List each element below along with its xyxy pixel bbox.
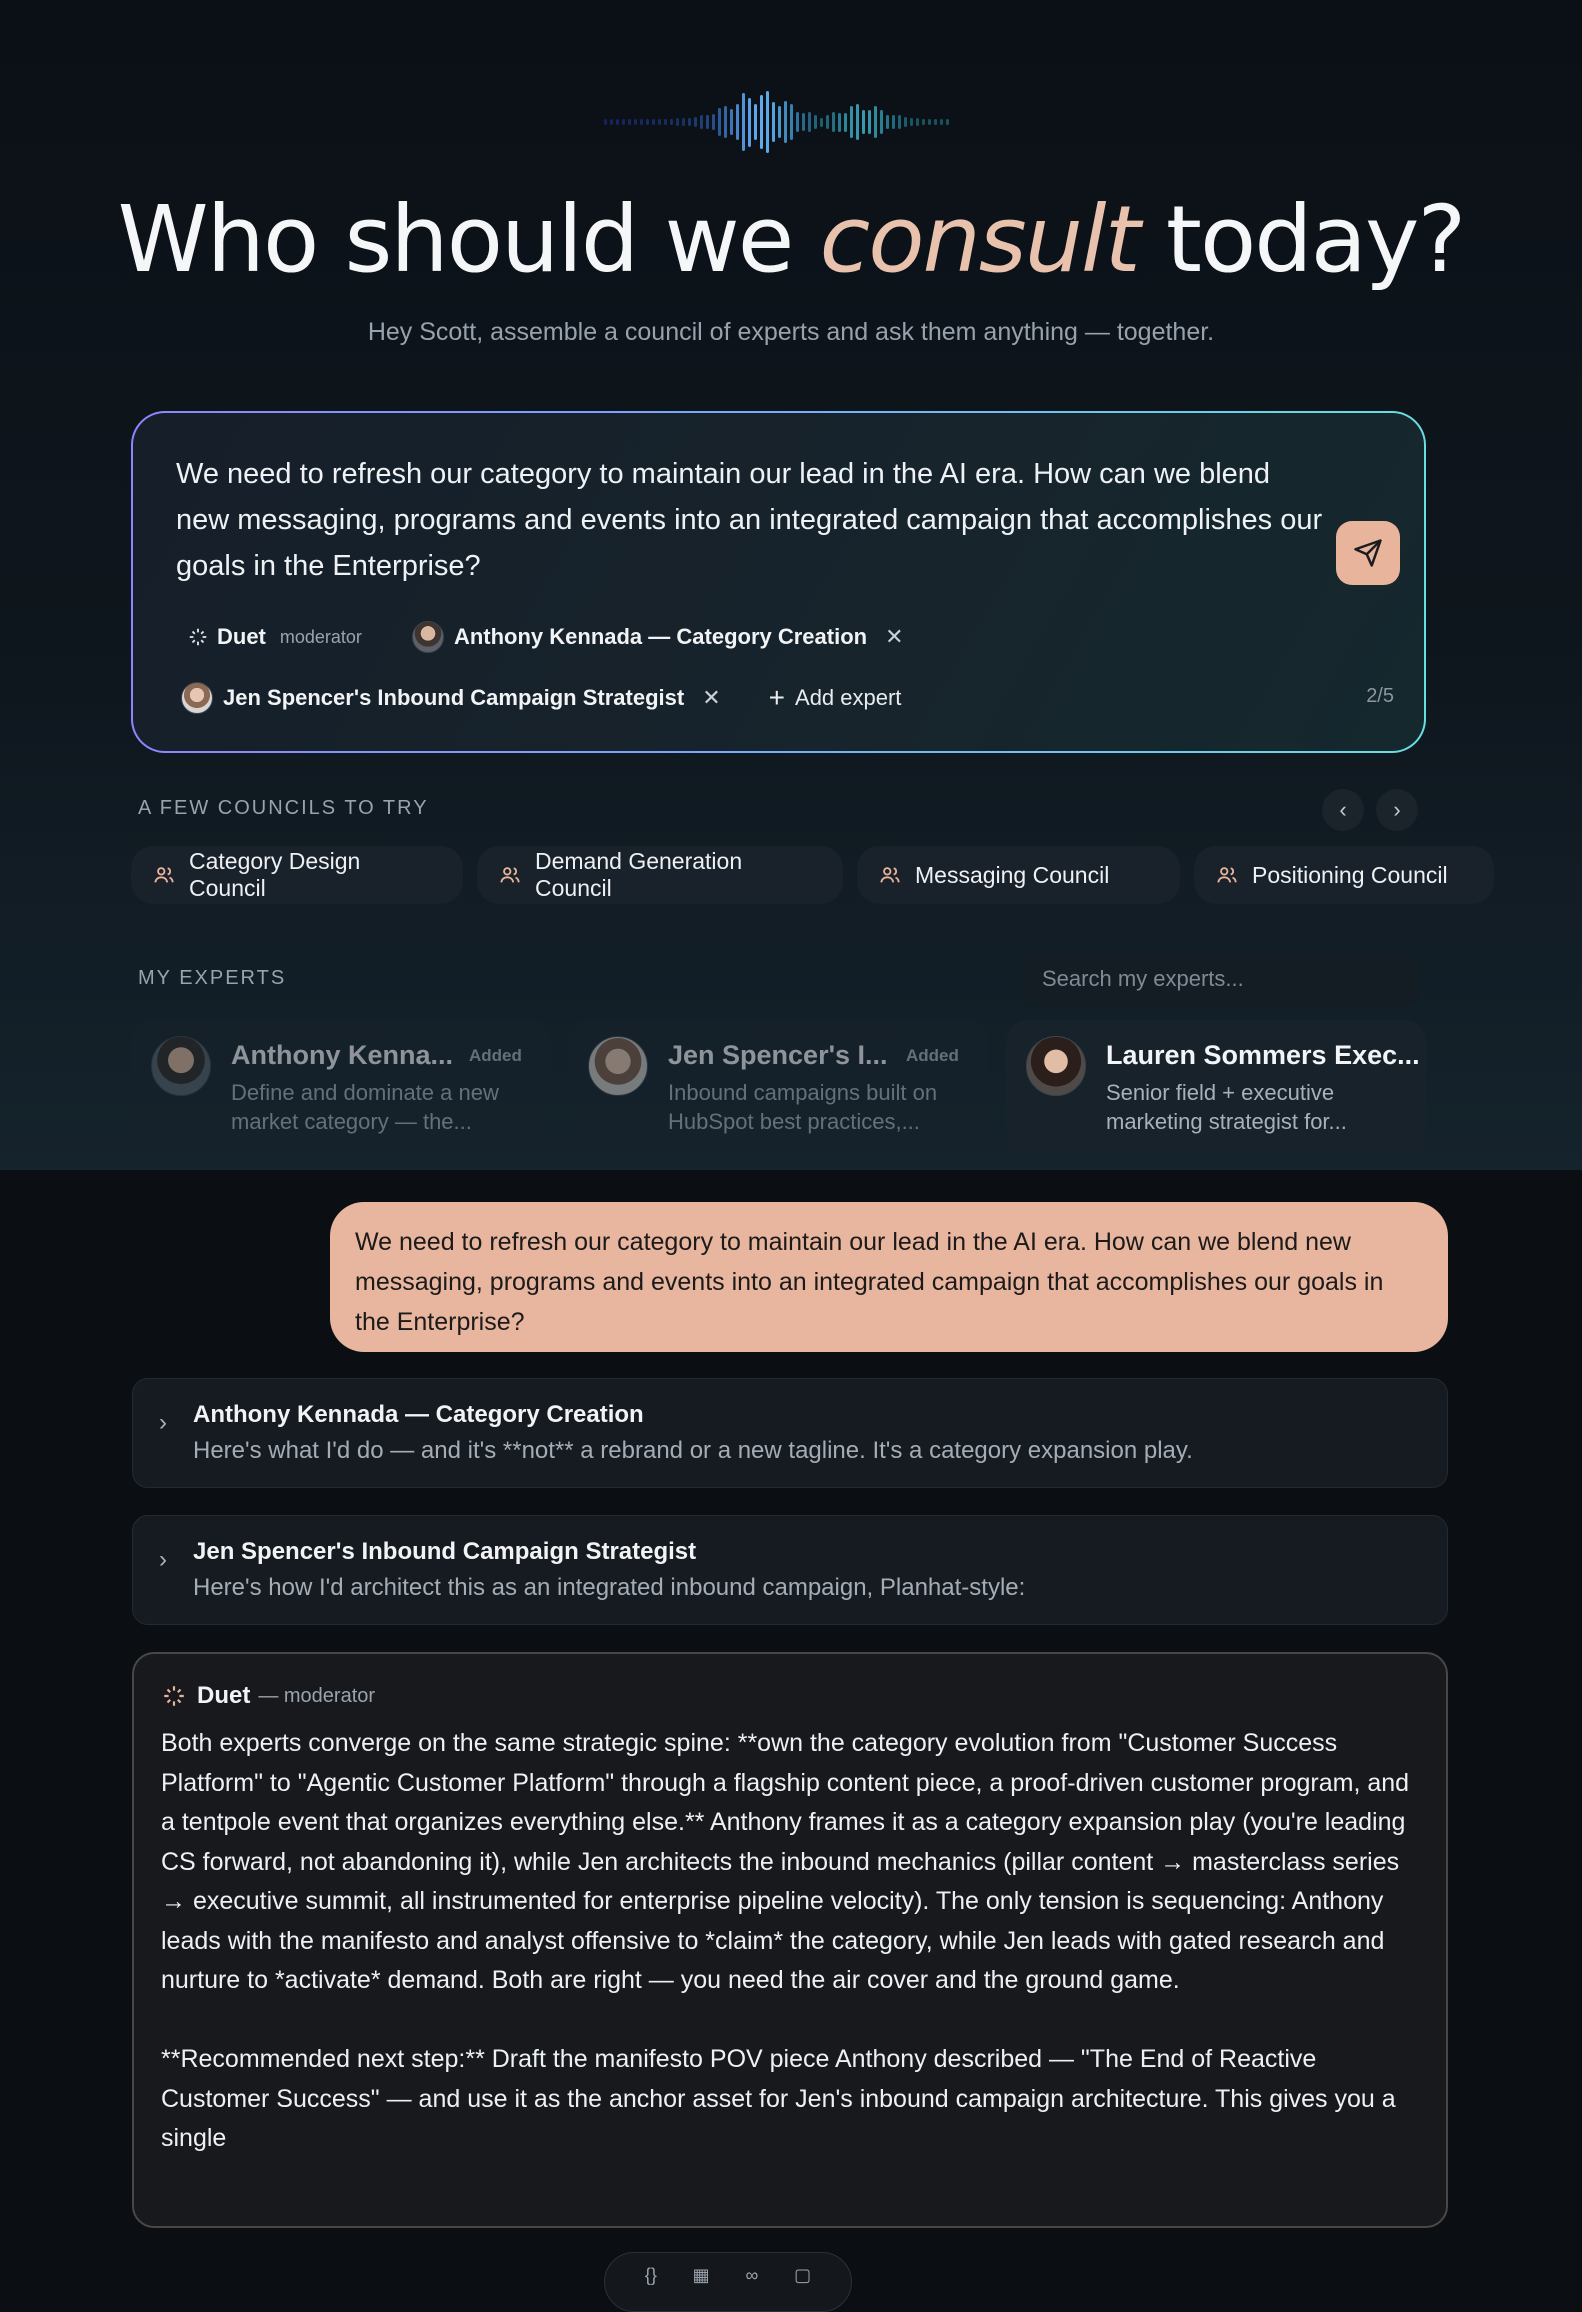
waveform-bar [664,119,667,125]
council-label: Demand Generation Council [535,848,743,901]
participants-row-2 [169,678,913,718]
council-label: Positioning Council [1252,861,1448,888]
waveform-bar [838,113,841,132]
waveform-bar [820,118,823,127]
waveform-bar [868,110,871,135]
added-badge: Added [469,1046,522,1065]
expert-response-jen[interactable] [132,1515,1448,1625]
moderator-name: Duet [197,1682,251,1709]
waveform-bar [886,115,889,129]
expert-description: Inbound campaigns built on HubSpot best practices,... [668,1080,938,1134]
waveform-bar [940,119,943,125]
title-post: today? [1138,186,1465,293]
councils-next-button[interactable] [1376,789,1418,831]
composer-panel [133,413,1424,751]
plus-icon: + [768,682,786,713]
chevron-left-icon: ‹ [1339,797,1347,822]
waveform-bar [748,98,751,147]
expert-description: Senior field + executive marketing strategist for... [1106,1080,1347,1134]
response-preview: Here's what I'd do — and it's **not** a rebrand or a new tagline. It's a category expansion play. [193,1437,1193,1464]
council-label: Messaging Council [915,861,1110,888]
expert-counter: 2/5 [1366,685,1394,707]
waveform-bar [946,119,949,125]
waveform-bar [694,117,697,128]
waveform-bar [814,115,817,128]
avatar [588,1036,648,1096]
send-button[interactable] [1336,521,1400,585]
waveform-bar [862,110,865,135]
avatar [151,1036,211,1096]
waveform-bar [922,119,925,126]
waveform-bar [622,119,625,125]
users-icon [879,864,901,886]
waveform-bar [784,101,787,144]
waveform-bar [742,93,745,151]
remove-expert-button[interactable]: ✕ [702,685,721,710]
question-input[interactable]: We need to refresh our category to maintain our lead in the AI era. How can we blend new messaging, programs and events into an integrated campaign that accomplishes our goals in the Enterprise? [176,458,1323,582]
expert-card[interactable] [131,1020,551,1154]
waveform-bar [718,108,721,136]
waveform-bar [616,119,619,125]
councils-heading: A FEW COUNCILS TO TRY [138,797,429,819]
waveform-bar [772,102,775,142]
my-experts-heading: MY EXPERTS [138,967,287,989]
waveform-bar [760,95,763,149]
expert-chip-anthony [400,617,916,657]
send-icon [1353,538,1383,568]
avatar [412,621,444,653]
council-chip[interactable] [477,846,843,904]
waveform-bar [796,112,799,132]
response-expert-name: Jen Spencer's Inbound Campaign Strategist [193,1538,697,1565]
waveform-logo [598,86,954,158]
waveform-bar [928,119,931,125]
waveform-bar [712,114,715,130]
waveform-bar [754,104,757,140]
waveform-bar [640,119,643,125]
avatar [1026,1036,1086,1096]
avatar [181,682,213,714]
waveform-bar [730,109,733,135]
expert-card[interactable] [1006,1020,1426,1154]
waveform-bar [892,115,895,129]
table-icon[interactable]: ▦ [692,2265,710,2285]
users-icon [1216,864,1238,886]
page-title [0,186,1582,293]
sparkle-icon [187,626,209,648]
title-pre: Who should we [117,186,820,293]
moderator-chip [175,617,374,657]
waveform-bar [808,112,811,131]
chevron-right-icon: › [1393,797,1401,822]
waveform-bar [790,104,793,140]
response-expert-name: Anthony Kennada — Category Creation [193,1401,644,1428]
remove-expert-button[interactable]: ✕ [885,624,904,649]
waveform-bar [802,113,805,131]
page-subtitle: Hey Scott, assemble a council of experts and ask them anything — together. [367,318,1215,346]
waveform-bar [880,110,883,134]
expert-description: Define and dominate a new market category — the... [231,1080,499,1134]
expert-chip-label: Anthony Kennada — Category Creation [453,624,868,649]
waveform-bar [916,118,919,125]
councils-carousel [131,846,1448,906]
expert-chip-label: Jen Spencer's Inbound Campaign Strategist [223,685,685,710]
waveform-bar [634,119,637,125]
code-icon[interactable]: {} [644,2265,657,2285]
response-preview: Here's how I'd architect this as an integrated inbound campaign, Planhat-style: [193,1574,1026,1601]
expert-name: Lauren Sommers Exec... [1106,1040,1420,1070]
composer [131,411,1426,753]
copy-icon[interactable]: ▢ [794,2265,812,2285]
waveform-bar [706,115,709,128]
waveform-bar [676,118,679,125]
waveform-bar [700,115,703,129]
waveform-bar [604,119,607,125]
waveform-bar [688,118,691,126]
waveform-bar [934,119,937,125]
expert-name: Anthony Kenna... [231,1040,453,1070]
waveform-bar [682,118,685,125]
waveform-bar [826,115,829,128]
add-expert-label: Add expert [795,685,902,710]
waveform-bar [844,113,847,132]
expert-name: Jen Spencer's I... [668,1040,888,1070]
waveform-bar [832,112,835,132]
council-chip[interactable] [857,846,1180,904]
users-icon [153,864,175,886]
waveform-bar [652,119,655,125]
waveform-bar [856,104,859,140]
waveform-bar [724,106,727,139]
council-chip[interactable] [131,846,463,904]
chevron-right-icon: › [159,1409,167,1436]
expert-card[interactable] [568,1020,988,1154]
moderator-summary-card [132,1652,1448,2228]
expert-chip-jen [169,678,733,718]
message-toolbar [604,2252,852,2312]
waveform-bar [628,119,631,125]
waveform-bar [658,119,661,125]
sparkle-icon [161,1683,187,1709]
waveform-bar [736,104,739,141]
users-icon [499,864,521,886]
council-label: Category Design Council [189,848,361,901]
moderator-header [161,1682,1419,1710]
waveform-bar [898,115,901,129]
waveform-bar [610,119,613,125]
add-expert-button[interactable] [757,678,914,718]
expert-response-anthony[interactable] [132,1378,1448,1488]
user-message-bubble: We need to refresh our category to maintain our lead in the AI era. How can we blend new messaging, programs and events into an integrated campaign that accomplishes our goals in the Enterprise? [330,1202,1448,1352]
council-chip[interactable] [1194,846,1494,904]
waveform-bar [778,106,781,138]
added-badge: Added [906,1046,959,1065]
waveform-bar [646,119,649,125]
link-icon[interactable]: ∞ [745,2265,759,2285]
waveform-bar [766,91,769,154]
participants-row-1 [175,617,916,657]
moderator-body: Both experts converge on the same strategic spine: **own the category evolution from "Customer Success Platform" to "Agentic Customer Platform" through a flagship content piece, a proof-driven customer program, and a tentpole event that organizes everything else.** Anthony frames it as a category expansion play (you're leading CS forward, not abandoning it), while Jen architects the inbound mechanics (pillar content → masterclass series → executive summit, all instrumented for enterprise pipeline velocity). The only tension is sequencing: Anthony leads with the manifesto and analyst offensive to *claim* the category, while Jen leads with gated research and nurture to *activate* demand. Both are right — you need the air cover and the ground game. **Recommended next step:** Draft the manifesto POV piece Anthony described — "The End of Reactive Customer Success" — and use it as the anchor asset for Jen's inbound campaign architecture. This gives you a single [161,1729,1410,2152]
waveform-bar [874,106,877,139]
waveform-bar [904,117,907,126]
councils-prev-button[interactable] [1322,789,1364,831]
search-experts-input[interactable]: Search my experts... [1022,952,1420,1006]
moderator-role: moderator [279,626,362,647]
waveform-bar [910,118,913,125]
waveform-bar [670,119,673,125]
title-accent: consult [819,186,1139,293]
chevron-right-icon: › [159,1546,167,1573]
moderator-name: Duet [217,624,266,649]
moderator-role: — moderator [258,1684,376,1707]
waveform-bar [850,106,853,138]
